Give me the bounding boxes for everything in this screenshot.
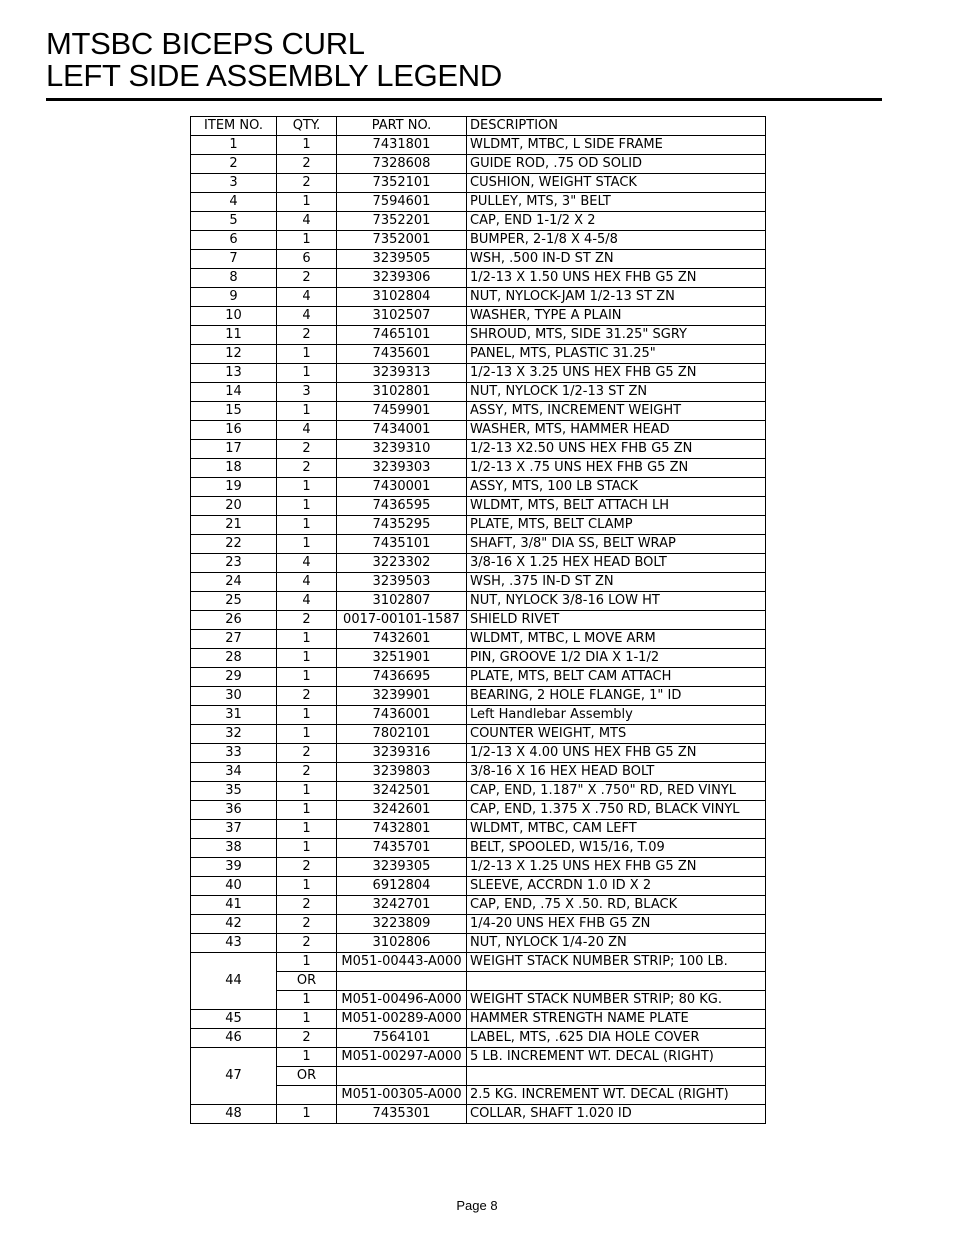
title-rule — [46, 98, 882, 101]
table-row — [191, 516, 766, 535]
item-no-cell: 31 — [191, 706, 277, 725]
part-no-cell: 3242501 — [337, 782, 467, 801]
part-no-cell: 3239803 — [337, 763, 467, 782]
qty-cell: 4 — [277, 573, 337, 592]
page-title — [46, 28, 502, 92]
table-row — [191, 744, 766, 763]
table-row — [191, 459, 766, 478]
qty-cell: 4 — [277, 288, 337, 307]
qty-cell: 1 — [277, 801, 337, 820]
table-row — [191, 649, 766, 668]
part-no-cell: 7432601 — [337, 630, 467, 649]
part-no-cell: 7435301 — [337, 1105, 467, 1124]
part-no-cell: 3239505 — [337, 250, 467, 269]
parts-legend-table — [190, 116, 766, 1124]
qty-cell: 2 — [277, 763, 337, 782]
qty-cell: 1 — [277, 668, 337, 687]
item-no-cell: 38 — [191, 839, 277, 858]
description-cell: 1/4-20 UNS HEX FHB G5 ZN — [467, 915, 766, 934]
qty-cell: 2 — [277, 459, 337, 478]
item-no-cell: 20 — [191, 497, 277, 516]
qty-cell: 1 — [277, 364, 337, 383]
qty-cell: 3 — [277, 383, 337, 402]
item-no-cell: 37 — [191, 820, 277, 839]
description-cell: PLATE, MTS, BELT CAM ATTACH — [467, 668, 766, 687]
item-no-cell: 13 — [191, 364, 277, 383]
qty-cell: 2 — [277, 858, 337, 877]
header-item-no: ITEM NO. — [191, 117, 277, 136]
description-cell: HAMMER STRENGTH NAME PLATE — [467, 1010, 766, 1029]
description-cell: 1/2-13 X 3.25 UNS HEX FHB G5 ZN — [467, 364, 766, 383]
description-cell: PLATE, MTS, BELT CLAMP — [467, 516, 766, 535]
item-no-cell: 47 — [191, 1048, 277, 1105]
description-cell: CAP, END, 1.187" X .750" RD, RED VINYL — [467, 782, 766, 801]
or-cell: OR — [277, 1067, 337, 1086]
description-cell: 1/2-13 X 1.25 UNS HEX FHB G5 ZN — [467, 858, 766, 877]
part-no-cell: 7434001 — [337, 421, 467, 440]
description-cell: CAP, END, 1.375 X .750 RD, BLACK VINYL — [467, 801, 766, 820]
description-cell: WASHER, MTS, HAMMER HEAD — [467, 421, 766, 440]
table-row — [191, 231, 766, 250]
part-no-cell: 3251901 — [337, 649, 467, 668]
part-no-cell: 7435601 — [337, 345, 467, 364]
table-row — [191, 953, 766, 972]
part-no-cell: 3239313 — [337, 364, 467, 383]
table-row — [191, 174, 766, 193]
item-no-cell: 48 — [191, 1105, 277, 1124]
table-row — [191, 915, 766, 934]
part-no-cell: 7436001 — [337, 706, 467, 725]
description-cell: 3/8-16 X 1.25 HEX HEAD BOLT — [467, 554, 766, 573]
description-cell: PULLEY, MTS, 3" BELT — [467, 193, 766, 212]
description-cell: NUT, NYLOCK 1/4-20 ZN — [467, 934, 766, 953]
part-no-cell: 3242701 — [337, 896, 467, 915]
description-cell: 2.5 KG. INCREMENT WT. DECAL (RIGHT) — [467, 1086, 766, 1105]
description-cell: GUIDE ROD, .75 OD SOLID — [467, 155, 766, 174]
description-cell: BUMPER, 2-1/8 X 4-5/8 — [467, 231, 766, 250]
qty-cell: 2 — [277, 155, 337, 174]
description-cell: WLDMT, MTS, BELT ATTACH LH — [467, 497, 766, 516]
item-no-cell: 9 — [191, 288, 277, 307]
part-no-cell: 3102507 — [337, 307, 467, 326]
part-no-cell: 7432801 — [337, 820, 467, 839]
table-row — [191, 820, 766, 839]
description-cell: SHIELD RIVET — [467, 611, 766, 630]
description-cell: 3/8-16 X 16 HEX HEAD BOLT — [467, 763, 766, 782]
item-no-cell: 23 — [191, 554, 277, 573]
description-cell: WLDMT, MTBC, L SIDE FRAME — [467, 136, 766, 155]
qty-cell: 1 — [277, 345, 337, 364]
part-no-cell: 7594601 — [337, 193, 467, 212]
part-no-cell: 7459901 — [337, 402, 467, 421]
item-no-cell: 15 — [191, 402, 277, 421]
item-no-cell: 4 — [191, 193, 277, 212]
description-cell: 1/2-13 X 1.50 UNS HEX FHB G5 ZN — [467, 269, 766, 288]
table-row — [191, 934, 766, 953]
item-no-cell: 19 — [191, 478, 277, 497]
qty-cell: 1 — [277, 839, 337, 858]
item-no-cell: 44 — [191, 953, 277, 1010]
part-no-cell: 3239503 — [337, 573, 467, 592]
header-qty: QTY. — [277, 117, 337, 136]
table-body — [191, 136, 766, 953]
description-cell: ASSY, MTS, INCREMENT WEIGHT — [467, 402, 766, 421]
table-row — [191, 288, 766, 307]
item-no-cell: 32 — [191, 725, 277, 744]
qty-cell: 1 — [277, 877, 337, 896]
qty-cell: 2 — [277, 934, 337, 953]
qty-cell: 4 — [277, 307, 337, 326]
table-row — [191, 630, 766, 649]
table-row — [191, 592, 766, 611]
part-no-cell: 3239305 — [337, 858, 467, 877]
qty-cell: 1 — [277, 953, 337, 972]
item-no-cell: 8 — [191, 269, 277, 288]
qty-cell: 2 — [277, 611, 337, 630]
item-no-cell: 1 — [191, 136, 277, 155]
part-no-cell: 7430001 — [337, 478, 467, 497]
item-no-cell: 2 — [191, 155, 277, 174]
item-no-cell: 43 — [191, 934, 277, 953]
description-cell: CUSHION, WEIGHT STACK — [467, 174, 766, 193]
item-no-cell: 14 — [191, 383, 277, 402]
table-row — [191, 573, 766, 592]
table-row — [191, 1086, 766, 1105]
part-no-cell: 3223809 — [337, 915, 467, 934]
part-no-cell: 7465101 — [337, 326, 467, 345]
description-cell: WSH, .500 IN-D ST ZN — [467, 250, 766, 269]
table-row — [191, 1105, 766, 1124]
qty-cell: 1 — [277, 478, 337, 497]
description-cell: CAP, END 1-1/2 X 2 — [467, 212, 766, 231]
qty-cell: 1 — [277, 1048, 337, 1067]
part-no-cell — [337, 972, 467, 991]
table-row — [191, 212, 766, 231]
description-cell: BELT, SPOOLED, W15/16, T.09 — [467, 839, 766, 858]
qty-cell: 1 — [277, 136, 337, 155]
table-row — [191, 364, 766, 383]
part-no-cell: 3239306 — [337, 269, 467, 288]
description-cell: WEIGHT STACK NUMBER STRIP; 100 LB. — [467, 953, 766, 972]
item-no-cell: 33 — [191, 744, 277, 763]
table-row — [191, 1029, 766, 1048]
item-no-cell: 7 — [191, 250, 277, 269]
table-row — [191, 155, 766, 174]
table-row — [191, 611, 766, 630]
qty-cell: 1 — [277, 782, 337, 801]
part-no-cell: M051-00289-A000 — [337, 1010, 467, 1029]
item-no-cell: 5 — [191, 212, 277, 231]
part-no-cell: 3102806 — [337, 934, 467, 953]
part-no-cell: 3223302 — [337, 554, 467, 573]
description-cell: SHAFT, 3/8" DIA SS, BELT WRAP — [467, 535, 766, 554]
description-cell — [467, 972, 766, 991]
item-no-cell: 6 — [191, 231, 277, 250]
item-no-cell: 41 — [191, 896, 277, 915]
item-no-cell: 16 — [191, 421, 277, 440]
qty-cell: 2 — [277, 269, 337, 288]
table-row — [191, 782, 766, 801]
description-cell: 5 LB. INCREMENT WT. DECAL (RIGHT) — [467, 1048, 766, 1067]
item-no-cell: 45 — [191, 1010, 277, 1029]
description-cell: WSH, .375 IN-D ST ZN — [467, 573, 766, 592]
qty-cell: 6 — [277, 250, 337, 269]
qty-cell: 1 — [277, 516, 337, 535]
part-no-cell: 6912804 — [337, 877, 467, 896]
qty-cell: 1 — [277, 1010, 337, 1029]
part-no-cell: 7352001 — [337, 231, 467, 250]
description-cell: PIN, GROOVE 1/2 DIA X 1-1/2 — [467, 649, 766, 668]
table-row — [191, 972, 766, 991]
item-no-cell: 27 — [191, 630, 277, 649]
part-no-cell: M051-00297-A000 — [337, 1048, 467, 1067]
description-cell: NUT, NYLOCK 3/8-16 LOW HT — [467, 592, 766, 611]
description-cell: COLLAR, SHAFT 1.020 ID — [467, 1105, 766, 1124]
part-no-cell: M051-00443-A000 — [337, 953, 467, 972]
qty-cell: 2 — [277, 915, 337, 934]
item-no-cell: 34 — [191, 763, 277, 782]
table-row — [191, 478, 766, 497]
qty-cell: 1 — [277, 497, 337, 516]
qty-cell: 2 — [277, 174, 337, 193]
part-no-cell: 7352201 — [337, 212, 467, 231]
part-no-cell: 3239310 — [337, 440, 467, 459]
part-no-cell: 0017-00101-1587 — [337, 611, 467, 630]
table-row — [191, 1010, 766, 1029]
table-row — [191, 307, 766, 326]
part-no-cell: 3242601 — [337, 801, 467, 820]
part-no-cell: 7431801 — [337, 136, 467, 155]
description-cell: SLEEVE, ACCRDN 1.0 ID X 2 — [467, 877, 766, 896]
qty-cell: 2 — [277, 440, 337, 459]
table-row — [191, 326, 766, 345]
part-no-cell: 7352101 — [337, 174, 467, 193]
table-row — [191, 535, 766, 554]
description-cell — [467, 1067, 766, 1086]
title-line-1: MTSBC BICEPS CURL — [46, 26, 365, 61]
table-row — [191, 725, 766, 744]
item-no-cell: 21 — [191, 516, 277, 535]
item-no-cell: 40 — [191, 877, 277, 896]
item-no-cell: 25 — [191, 592, 277, 611]
part-no-cell: 7436695 — [337, 668, 467, 687]
description-cell: WLDMT, MTBC, CAM LEFT — [467, 820, 766, 839]
part-no-cell: 3239901 — [337, 687, 467, 706]
description-cell: CAP, END, .75 X .50. RD, BLACK — [467, 896, 766, 915]
item-no-cell: 12 — [191, 345, 277, 364]
description-cell: 1/2-13 X2.50 UNS HEX FHB G5 ZN — [467, 440, 766, 459]
table-row — [191, 421, 766, 440]
table-body-tail — [191, 953, 766, 1124]
table-row — [191, 136, 766, 155]
title-line-2: LEFT SIDE ASSEMBLY LEGEND — [46, 58, 502, 93]
table-row — [191, 706, 766, 725]
item-no-cell: 46 — [191, 1029, 277, 1048]
part-no-cell: 7435701 — [337, 839, 467, 858]
table-row — [191, 345, 766, 364]
description-cell: WASHER, TYPE A PLAIN — [467, 307, 766, 326]
part-no-cell: 7564101 — [337, 1029, 467, 1048]
part-no-cell: 3102804 — [337, 288, 467, 307]
qty-cell: 2 — [277, 1029, 337, 1048]
header-description: DESCRIPTION — [467, 117, 766, 136]
item-no-cell: 11 — [191, 326, 277, 345]
qty-cell: 1 — [277, 535, 337, 554]
qty-cell: 4 — [277, 554, 337, 573]
part-no-cell: 7436595 — [337, 497, 467, 516]
table-row — [191, 839, 766, 858]
qty-cell: 1 — [277, 402, 337, 421]
table-row — [191, 269, 766, 288]
item-no-cell: 39 — [191, 858, 277, 877]
item-no-cell: 18 — [191, 459, 277, 478]
part-no-cell: M051-00305-A000 — [337, 1086, 467, 1105]
item-no-cell: 35 — [191, 782, 277, 801]
page-number: Page 8 — [456, 1198, 498, 1213]
item-no-cell: 3 — [191, 174, 277, 193]
header-part-no: PART NO. — [337, 117, 467, 136]
table-row — [191, 877, 766, 896]
item-no-cell: 22 — [191, 535, 277, 554]
table-row — [191, 1067, 766, 1086]
qty-cell: 1 — [277, 231, 337, 250]
part-no-cell: 3102807 — [337, 592, 467, 611]
part-no-cell: 7435101 — [337, 535, 467, 554]
qty-cell: 4 — [277, 212, 337, 231]
description-cell: LABEL, MTS, .625 DIA HOLE COVER — [467, 1029, 766, 1048]
description-cell: 1/2-13 X .75 UNS HEX FHB G5 ZN — [467, 459, 766, 478]
qty-cell: 1 — [277, 706, 337, 725]
qty-cell: 1 — [277, 630, 337, 649]
description-cell: NUT, NYLOCK-JAM 1/2-13 ST ZN — [467, 288, 766, 307]
item-no-cell: 36 — [191, 801, 277, 820]
or-cell: OR — [277, 972, 337, 991]
table-row — [191, 801, 766, 820]
qty-cell: 4 — [277, 592, 337, 611]
item-no-cell: 24 — [191, 573, 277, 592]
part-no-cell: 3239316 — [337, 744, 467, 763]
table-header-row — [191, 117, 766, 136]
qty-cell: 1 — [277, 649, 337, 668]
qty-cell: 1 — [277, 820, 337, 839]
table-row — [191, 687, 766, 706]
qty-cell: 2 — [277, 687, 337, 706]
description-cell: Left Handlebar Assembly — [467, 706, 766, 725]
description-cell: PANEL, MTS, PLASTIC 31.25" — [467, 345, 766, 364]
table-row — [191, 497, 766, 516]
part-no-cell: M051-00496-A000 — [337, 991, 467, 1010]
description-cell: BEARING, 2 HOLE FLANGE, 1" ID — [467, 687, 766, 706]
part-no-cell: 3239303 — [337, 459, 467, 478]
qty-cell: 1 — [277, 991, 337, 1010]
table-row — [191, 383, 766, 402]
part-no-cell — [337, 1067, 467, 1086]
description-cell: ASSY, MTS, 100 LB STACK — [467, 478, 766, 497]
item-no-cell: 26 — [191, 611, 277, 630]
description-cell: NUT, NYLOCK 1/2-13 ST ZN — [467, 383, 766, 402]
item-no-cell: 29 — [191, 668, 277, 687]
qty-cell: 1 — [277, 1105, 337, 1124]
qty-cell: 1 — [277, 725, 337, 744]
table-row — [191, 554, 766, 573]
description-cell: SHROUD, MTS, SIDE 31.25" SGRY — [467, 326, 766, 345]
item-no-cell: 10 — [191, 307, 277, 326]
qty-cell: 2 — [277, 744, 337, 763]
table-row — [191, 440, 766, 459]
description-cell: 1/2-13 X 4.00 UNS HEX FHB G5 ZN — [467, 744, 766, 763]
qty-cell: 2 — [277, 896, 337, 915]
part-no-cell: 7435295 — [337, 516, 467, 535]
table-row — [191, 668, 766, 687]
description-cell: WLDMT, MTBC, L MOVE ARM — [467, 630, 766, 649]
item-no-cell: 42 — [191, 915, 277, 934]
description-cell: COUNTER WEIGHT, MTS — [467, 725, 766, 744]
table-row — [191, 896, 766, 915]
table-row — [191, 991, 766, 1010]
part-no-cell: 3102801 — [337, 383, 467, 402]
table-row — [191, 402, 766, 421]
qty-cell: 4 — [277, 421, 337, 440]
table-row — [191, 1048, 766, 1067]
item-no-cell: 28 — [191, 649, 277, 668]
qty-cell — [277, 1086, 337, 1105]
item-no-cell: 30 — [191, 687, 277, 706]
part-no-cell: 7802101 — [337, 725, 467, 744]
table-row — [191, 763, 766, 782]
table-row — [191, 193, 766, 212]
description-cell: WEIGHT STACK NUMBER STRIP; 80 KG. — [467, 991, 766, 1010]
table-row — [191, 250, 766, 269]
qty-cell: 1 — [277, 193, 337, 212]
item-no-cell: 17 — [191, 440, 277, 459]
table-row — [191, 858, 766, 877]
qty-cell: 2 — [277, 326, 337, 345]
part-no-cell: 7328608 — [337, 155, 467, 174]
